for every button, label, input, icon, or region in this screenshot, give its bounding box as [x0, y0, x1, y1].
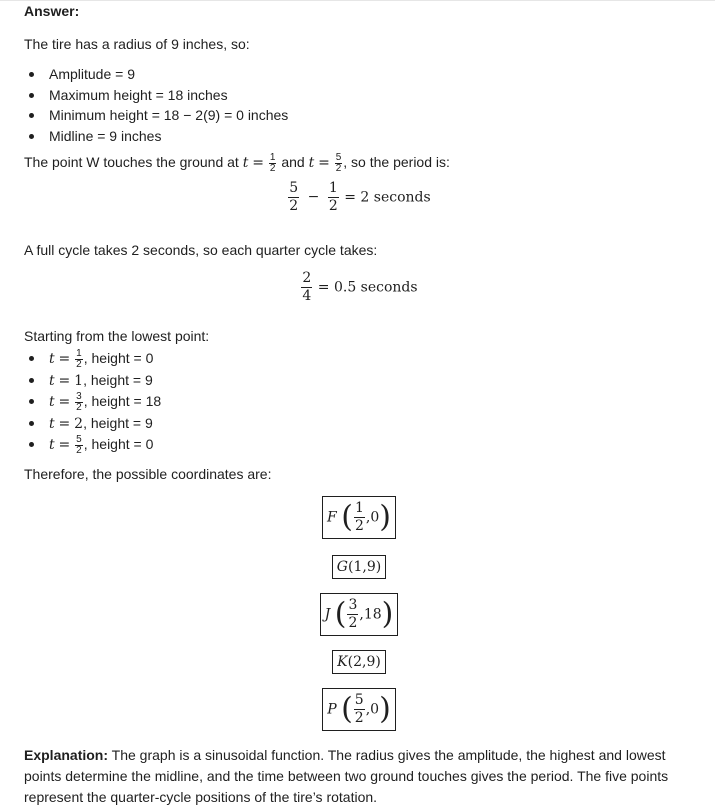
period-equation: $\frac{5}{2}$ − $\frac{1}{2}$ = 2 seconds: [289, 179, 431, 214]
point-item: t = 2, height = 9: [24, 413, 694, 435]
answer-block: [24, 0, 694, 808]
coord-K: K(2,9): [24, 650, 694, 674]
point-item: t = $\frac{3}{2}$ , height = 18: [24, 391, 694, 413]
therefore-text: Therefore, the possible coordinates are:: [24, 466, 272, 483]
explanation: Explanation: The graph is a sinusoidal function. The radius gives the amplitude, the highest and lowest points determine the midline, and the time between two ground touches gives the period. The five points represent the quarter-cycle positions of the tire’s rotation.: [24, 747, 669, 806]
quarter-sentence: A full cycle takes 2 seconds, so each quarter cycle takes:: [24, 241, 378, 258]
fact-maximum: Maximum height = 18 inches: [24, 85, 694, 106]
touch-sentence: The point W touches the ground at t = $\frac{1}{2}$ and t = $\frac{5}{2}$ , so the period is:: [24, 151, 450, 174]
answer-heading: Answer:: [24, 3, 80, 19]
coord-G: G(1,9): [24, 555, 694, 579]
point-item: t = $\frac{1}{2}$ , height = 0: [24, 348, 694, 370]
facts-list: [24, 64, 694, 146]
start-sentence: Starting from the lowest point:: [24, 327, 210, 344]
fact-amplitude: Amplitude = 9: [24, 64, 694, 85]
point-item: t = 1, height = 9: [24, 370, 694, 392]
quarter-equation: $\frac{2}{4}$ = 0.5 seconds: [302, 269, 418, 304]
coord-F: F ( $\frac{1}{2}$ ,0): [24, 496, 694, 539]
fact-minimum: Minimum height = 18 − 2(9) = 0 inches: [24, 105, 694, 126]
t-half: $\frac{1}{2}$: [269, 151, 276, 174]
point-item: t = $\frac{5}{2}$ , height = 0: [24, 434, 694, 456]
coord-J: J ( $\frac{3}{2}$ ,18): [24, 593, 694, 636]
t-five-halves: $\frac{5}{2}$: [335, 151, 342, 174]
fact-midline: Midline = 9 inches: [24, 126, 694, 147]
intro-text: The tire has a radius of 9 inches, so:: [24, 36, 250, 52]
points-list: [24, 348, 694, 456]
coord-P: P ( $\frac{5}{2}$ ,0): [24, 688, 694, 731]
